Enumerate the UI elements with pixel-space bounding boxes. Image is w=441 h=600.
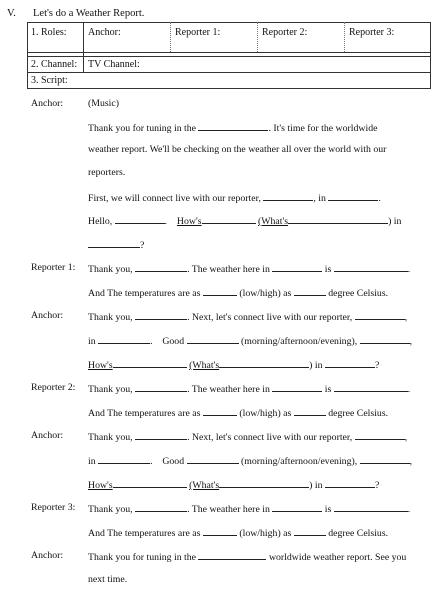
script-line [88,406,388,419]
blank-temp-type[interactable] [203,286,237,296]
line-text: (morning/afternoon/evening), [241,336,358,347]
blank-city[interactable] [272,262,322,272]
blank-city[interactable] [272,382,322,392]
line-text: . It's time for the worldwide [268,123,378,134]
blank-city[interactable] [98,334,150,344]
line-text: Thank you, [88,384,133,395]
line-text: First, we will connect live with our reporter, [88,193,261,204]
script-line: Thank you, . Next, let's connect live with our reporter, , [88,312,408,323]
blank-name[interactable] [360,334,410,344]
line-text: next time. [88,574,128,585]
line-text: . The weather here in [187,504,270,515]
blank-weather[interactable] [334,502,408,512]
blank-place[interactable] [88,238,140,248]
hows-text: How's [176,216,202,227]
speaker-reporter2: Reporter 2: [31,382,76,393]
line-text: . The weather here in [187,264,270,275]
script-line [88,358,379,371]
line-text: weather report. We'll be checking on the weather all over the world with our [88,144,387,155]
roles-label: 1. Roles: [31,27,67,38]
line-text: ? [374,480,380,491]
script-line: Hello, . How's (What's ) in [88,216,402,227]
script-label: 3. Script: [31,75,68,86]
line-text: is [324,504,332,515]
table-divider-r1 [170,22,171,52]
blank-temp-type[interactable] [203,526,237,536]
script-line [88,286,388,299]
blank-whats[interactable] [219,358,309,368]
line-text: is [324,384,332,395]
blank-degrees[interactable] [294,406,326,416]
line-text: degree Celsius. [328,288,389,299]
blank-city[interactable] [328,191,378,201]
line-text: And The temperatures are as [88,528,201,539]
blank-program[interactable] [198,550,266,560]
speaker-anchor: Anchor: [31,430,64,441]
line-text: Thank you, [88,312,133,323]
line-text: Thank you, [88,504,133,515]
speaker-anchor: Anchor: [31,310,64,321]
blank-name[interactable] [135,430,187,440]
blank-whats[interactable] [288,214,388,224]
section-heading [7,8,144,19]
line-text: (low/high) as [239,528,292,539]
channel-label: 2. Channel: [31,59,78,70]
table-divider-label [83,22,84,72]
script-line [88,121,377,134]
line-text: . Next, let's connect live with our reporter, [187,432,353,443]
blank-place[interactable] [325,478,375,488]
line-text: is [324,264,332,275]
music-cue: (Music) [88,98,120,109]
blank-greeting[interactable] [187,454,239,464]
script-line [88,574,127,585]
line-text: (morning/afternoon/evening), [241,456,358,467]
line-text: in [88,456,96,467]
line-text: (low/high) as [239,288,292,299]
line-text: ) in [309,480,323,491]
section-number: V. [7,8,16,19]
script-line [88,98,119,109]
blank-city[interactable] [98,454,150,464]
blank-degrees[interactable] [294,286,326,296]
line-text: Thank you, [88,264,133,275]
blank-name[interactable] [360,454,410,464]
blank-hows[interactable] [113,358,187,368]
line-text: Good [162,456,185,467]
line-text: ) in [388,216,402,227]
blank-weather[interactable] [334,262,408,272]
blank-weather[interactable] [334,382,408,392]
line-text: ) in [309,360,323,371]
table-divider-r2 [257,22,258,52]
line-text: . Next, let's connect live with our reporter, [187,312,353,323]
line-text: (low/high) as [239,408,292,419]
blank-name[interactable] [135,502,187,512]
speaker-anchor: Anchor: [31,98,64,109]
script-line: First, we will connect live with our reporter, , in . [88,193,381,204]
line-text: , in [313,193,326,204]
blank-reporter[interactable] [355,430,405,440]
script-line [88,478,379,491]
line-text: Good [162,336,185,347]
script-line [88,526,388,539]
blank-hows[interactable] [113,478,187,488]
line-text: Thank you, [88,432,133,443]
reporter1-name-label: Reporter 1: [175,27,221,38]
blank-greeting[interactable] [187,334,239,344]
blank-name[interactable] [135,382,187,392]
line-text: worldwide weather report. See you [268,552,407,563]
script-line: Thank you, . The weather here in is . [88,384,411,395]
line-text: ? [140,240,145,251]
script-line: Thank you, . The weather here in is . [88,264,411,275]
blank-temp-type[interactable] [203,406,237,416]
hows-text: How's [88,480,113,491]
blank-name[interactable] [135,310,187,320]
line-text: reporters. [88,167,126,178]
blank-degrees[interactable] [294,526,326,536]
table-divider-r3 [344,22,345,52]
blank-program[interactable] [198,121,268,131]
line-text: And The temperatures are as [88,408,201,419]
table-border-row3 [27,88,431,89]
reporter2-name-label: Reporter 2: [262,27,308,38]
blank-place[interactable] [325,358,375,368]
whats-text: (What's [258,216,289,227]
tv-channel-label: TV Channel: [88,59,140,70]
script-line [88,550,406,563]
script-line: Thank you, . Next, let's connect live with our reporter, , [88,432,408,443]
script-line [88,167,125,178]
script-line [88,144,386,155]
line-text: degree Celsius. [328,408,389,419]
table-border-row2 [27,72,431,73]
blank-reporter[interactable] [355,310,405,320]
line-text: Thank you for tuning in the [88,552,197,563]
table-border-top [27,22,431,23]
whats-text: (What's [189,480,220,491]
blank-name[interactable] [135,262,187,272]
blank-name[interactable] [115,214,165,224]
blank-hows[interactable] [202,214,256,224]
line-text: Thank you for tuning in the [88,123,197,134]
speaker-reporter3: Reporter 3: [31,502,76,513]
speaker-reporter1: Reporter 1: [31,262,76,273]
blank-reporter[interactable] [263,191,313,201]
line-text: ? [374,360,380,371]
anchor-name-label: Anchor: [88,27,121,38]
blank-whats[interactable] [219,478,309,488]
script-line: in . Good (morning/afternoon/evening), , [88,336,413,347]
hows-text: How's [88,360,113,371]
reporter3-name-label: Reporter 3: [349,27,395,38]
script-line: Thank you, . The weather here in is . [88,504,411,515]
line-text: in [88,336,96,347]
whats-text: (What's [189,360,220,371]
line-text: And The temperatures are as [88,288,201,299]
table-border-row1 [27,52,431,53]
line-text: Hello, [88,216,113,227]
blank-city[interactable] [272,502,322,512]
line-text: degree Celsius. [328,528,389,539]
speaker-anchor: Anchor: [31,550,64,561]
script-line: in . Good (morning/afternoon/evening), , [88,456,413,467]
line-text: . The weather here in [187,384,270,395]
section-title: Let's do a Weather Report. [33,8,145,19]
script-line [88,238,144,251]
table-border-row1b [27,56,431,57]
